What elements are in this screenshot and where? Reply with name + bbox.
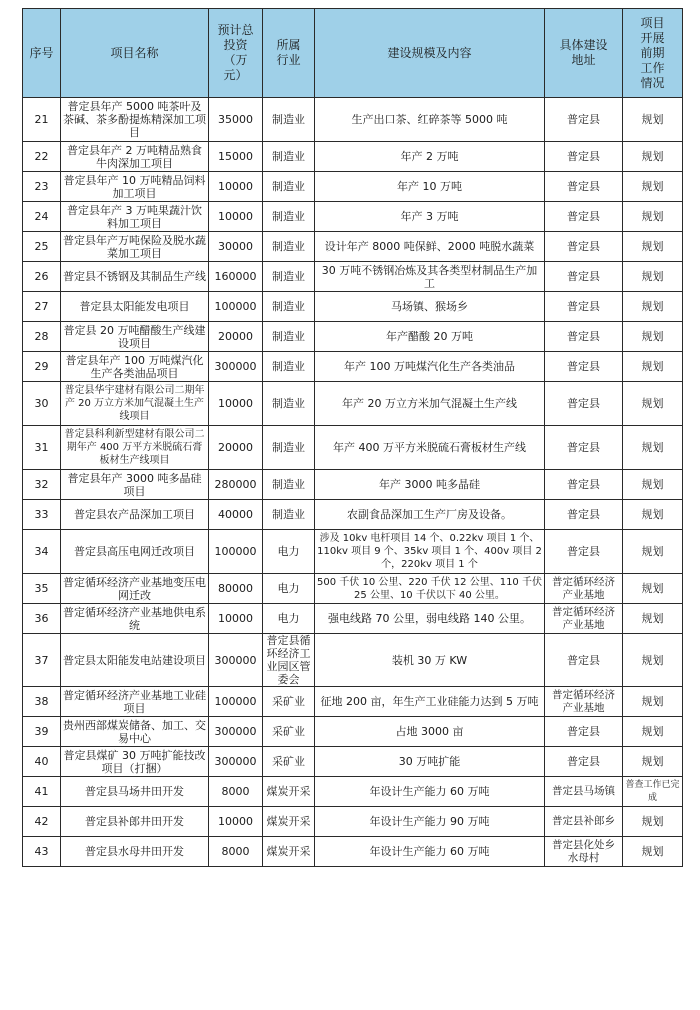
cell-no: 29 [23, 352, 61, 382]
cell-status: 普查工作已完成 [623, 777, 683, 807]
header-industry: 所属行业 [263, 9, 315, 98]
cell-project-name: 普定县农产品深加工项目 [61, 500, 209, 530]
cell-scale: 500 千伏 10 公里、220 千伏 12 公里、110 千伏 25 公里、10 千伏以下 40 公里。 [315, 574, 545, 604]
cell-address: 普定县 [545, 470, 623, 500]
cell-no: 24 [23, 202, 61, 232]
table-row [23, 98, 683, 142]
cell-project-name: 贵州西部煤炭储备、加工、交易中心 [61, 717, 209, 747]
header-address: 具体建设地址 [545, 9, 623, 98]
table-row [23, 574, 683, 604]
table-row [23, 807, 683, 837]
table-row [23, 426, 683, 470]
cell-address: 普定县 [545, 747, 623, 777]
cell-scale: 年产 3 万吨 [315, 202, 545, 232]
cell-industry: 煤炭开采 [263, 807, 315, 837]
header-status: 项目开展前期工作情况 [623, 9, 683, 98]
cell-status: 规划 [623, 747, 683, 777]
cell-investment: 80000 [209, 574, 263, 604]
cell-scale: 年产 3000 吨多晶硅 [315, 470, 545, 500]
table-row [23, 717, 683, 747]
header-no: 序号 [23, 9, 61, 98]
cell-scale: 30 万吨不锈钢冶炼及其各类型材制品生产加工 [315, 262, 545, 292]
cell-industry: 制造业 [263, 202, 315, 232]
cell-industry: 制造业 [263, 382, 315, 426]
cell-investment: 100000 [209, 292, 263, 322]
cell-no: 31 [23, 426, 61, 470]
cell-address: 普定县 [545, 202, 623, 232]
cell-project-name: 普定县不锈钢及其制品生产线 [61, 262, 209, 292]
cell-status: 规划 [623, 500, 683, 530]
cell-status: 规划 [623, 837, 683, 867]
table-row [23, 352, 683, 382]
table-row [23, 382, 683, 426]
cell-scale: 占地 3000 亩 [315, 717, 545, 747]
cell-investment: 35000 [209, 98, 263, 142]
table-row [23, 172, 683, 202]
cell-no: 32 [23, 470, 61, 500]
cell-status: 规划 [623, 202, 683, 232]
cell-project-name: 普定县水母井田开发 [61, 837, 209, 867]
cell-project-name: 普定县年产 10 万吨精品饲料加工项目 [61, 172, 209, 202]
cell-investment: 15000 [209, 142, 263, 172]
cell-no: 39 [23, 717, 61, 747]
cell-status: 规划 [623, 292, 683, 322]
cell-project-name: 普定县年产 2 万吨精品熟食牛肉深加工项目 [61, 142, 209, 172]
cell-scale: 年产 2 万吨 [315, 142, 545, 172]
cell-address: 普定县 [545, 382, 623, 426]
cell-scale: 马场镇、猴场乡 [315, 292, 545, 322]
cell-status: 规划 [623, 574, 683, 604]
cell-address: 普定县 [545, 634, 623, 687]
cell-industry: 电力 [263, 574, 315, 604]
header-scale: 建设规模及内容 [315, 9, 545, 98]
cell-status: 规划 [623, 807, 683, 837]
cell-address: 普定县 [545, 232, 623, 262]
cell-status: 规划 [623, 634, 683, 687]
cell-no: 40 [23, 747, 61, 777]
cell-scale: 年产 400 万平方米脱硫石膏板材生产线 [315, 426, 545, 470]
cell-status: 规划 [623, 98, 683, 142]
cell-scale: 涉及 10kv 电杆项目 14 个、0.22kv 项目 1 个、110kv 项目 9 个、35kv 项目 1 个、400v 项目 2 个，220kv 项目 1 个 [315, 530, 545, 574]
table-row [23, 747, 683, 777]
cell-investment: 20000 [209, 426, 263, 470]
cell-no: 37 [23, 634, 61, 687]
cell-industry: 采矿业 [263, 747, 315, 777]
cell-industry: 电力 [263, 530, 315, 574]
cell-address: 普定县 [545, 322, 623, 352]
cell-industry: 制造业 [263, 500, 315, 530]
cell-industry: 煤炭开采 [263, 777, 315, 807]
cell-scale: 生产出口茶、红碎茶等 5000 吨 [315, 98, 545, 142]
cell-investment: 300000 [209, 717, 263, 747]
cell-investment: 100000 [209, 530, 263, 574]
cell-investment: 300000 [209, 747, 263, 777]
cell-investment: 10000 [209, 382, 263, 426]
table-row [23, 232, 683, 262]
cell-project-name: 普定县煤矿 30 万吨扩能技改项目（打捆） [61, 747, 209, 777]
cell-investment: 300000 [209, 352, 263, 382]
cell-scale: 装机 30 万 KW [315, 634, 545, 687]
cell-no: 41 [23, 777, 61, 807]
cell-status: 规划 [623, 604, 683, 634]
cell-status: 规划 [623, 717, 683, 747]
cell-investment: 40000 [209, 500, 263, 530]
cell-no: 26 [23, 262, 61, 292]
cell-project-name: 普定县华宇建材有限公司二期年产 20 万立方米加气混凝土生产线项目 [61, 382, 209, 426]
cell-industry: 制造业 [263, 232, 315, 262]
cell-project-name: 普定县年产 100 万吨煤汽化生产各类油品项目 [61, 352, 209, 382]
cell-project-name: 普定县年产万吨保险及脱水蔬菜加工项目 [61, 232, 209, 262]
cell-investment: 280000 [209, 470, 263, 500]
cell-project-name: 普定循环经济产业基地变压电网迁改 [61, 574, 209, 604]
cell-investment: 100000 [209, 687, 263, 717]
cell-scale: 设计年产 8000 吨保鲜、2000 吨脱水蔬菜 [315, 232, 545, 262]
cell-scale: 强电线路 70 公里，弱电线路 140 公里。 [315, 604, 545, 634]
table-row [23, 202, 683, 232]
cell-no: 38 [23, 687, 61, 717]
cell-scale: 年产 10 万吨 [315, 172, 545, 202]
cell-no: 33 [23, 500, 61, 530]
cell-address: 普定县 [545, 530, 623, 574]
cell-status: 规划 [623, 470, 683, 500]
cell-investment: 160000 [209, 262, 263, 292]
cell-address: 普定县 [545, 500, 623, 530]
cell-industry: 电力 [263, 604, 315, 634]
cell-project-name: 普定县马场井田开发 [61, 777, 209, 807]
cell-no: 21 [23, 98, 61, 142]
cell-scale: 年产 100 万吨煤汽化生产各类油品 [315, 352, 545, 382]
cell-investment: 300000 [209, 634, 263, 687]
cell-project-name: 普定县太阳能发电站建设项目 [61, 634, 209, 687]
cell-status: 规划 [623, 352, 683, 382]
header-investment: 预计总投资（万元） [209, 9, 263, 98]
cell-status: 规划 [623, 172, 683, 202]
cell-no: 27 [23, 292, 61, 322]
cell-no: 35 [23, 574, 61, 604]
table-row [23, 777, 683, 807]
table-row [23, 142, 683, 172]
cell-project-name: 普定县科利新型建材有限公司二期年产 400 万平方米脱硫石膏板材生产线项目 [61, 426, 209, 470]
cell-project-name: 普定县 20 万吨醋酸生产线建设项目 [61, 322, 209, 352]
cell-industry: 制造业 [263, 322, 315, 352]
cell-no: 25 [23, 232, 61, 262]
table-row [23, 604, 683, 634]
cell-industry: 采矿业 [263, 687, 315, 717]
cell-project-name: 普定县太阳能发电项目 [61, 292, 209, 322]
cell-status: 规划 [623, 426, 683, 470]
cell-no: 30 [23, 382, 61, 426]
cell-address: 普定县 [545, 426, 623, 470]
cell-scale: 年设计生产能力 60 万吨 [315, 777, 545, 807]
cell-project-name: 普定县年产 5000 吨茶叶及茶碱、茶多酚提炼精深加工项目 [61, 98, 209, 142]
cell-scale: 农副食品深加工生产厂房及设备。 [315, 500, 545, 530]
table-header-row [23, 9, 683, 98]
cell-address: 普定县 [545, 98, 623, 142]
table-row [23, 322, 683, 352]
cell-no: 42 [23, 807, 61, 837]
cell-status: 规划 [623, 142, 683, 172]
cell-industry: 制造业 [263, 172, 315, 202]
cell-investment: 10000 [209, 172, 263, 202]
cell-scale: 年设计生产能力 60 万吨 [315, 837, 545, 867]
cell-project-name: 普定县高压电网迁改项目 [61, 530, 209, 574]
cell-no: 28 [23, 322, 61, 352]
cell-scale: 30 万吨扩能 [315, 747, 545, 777]
cell-industry: 制造业 [263, 470, 315, 500]
cell-industry: 采矿业 [263, 717, 315, 747]
table-row [23, 292, 683, 322]
cell-industry: 制造业 [263, 262, 315, 292]
cell-status: 规划 [623, 322, 683, 352]
table-row [23, 470, 683, 500]
cell-scale: 年设计生产能力 90 万吨 [315, 807, 545, 837]
cell-investment: 10000 [209, 202, 263, 232]
cell-status: 规划 [623, 382, 683, 426]
cell-project-name: 普定县补郎井田开发 [61, 807, 209, 837]
table-row [23, 634, 683, 687]
cell-investment: 10000 [209, 604, 263, 634]
cell-industry: 煤炭开采 [263, 837, 315, 867]
cell-status: 规划 [623, 687, 683, 717]
table-row [23, 262, 683, 292]
cell-address: 普定县 [545, 292, 623, 322]
cell-address: 普定县 [545, 352, 623, 382]
cell-address: 普定县补郎乡 [545, 807, 623, 837]
cell-investment: 8000 [209, 837, 263, 867]
cell-project-name: 普定循环经济产业基地工业硅项目 [61, 687, 209, 717]
cell-investment: 30000 [209, 232, 263, 262]
cell-project-name: 普定县年产 3000 吨多晶硅项目 [61, 470, 209, 500]
header-name: 项目名称 [61, 9, 209, 98]
cell-status: 规划 [623, 262, 683, 292]
cell-status: 规划 [623, 530, 683, 574]
cell-no: 43 [23, 837, 61, 867]
cell-address: 普定县马场镇 [545, 777, 623, 807]
cell-address: 普定循环经济产业基地 [545, 687, 623, 717]
cell-project-name: 普定循环经济产业基地供电系统 [61, 604, 209, 634]
cell-address: 普定县化处乡水母村 [545, 837, 623, 867]
cell-industry: 制造业 [263, 352, 315, 382]
cell-scale: 征地 200 亩，年生产工业硅能力达到 5 万吨 [315, 687, 545, 717]
cell-scale: 年产醋酸 20 万吨 [315, 322, 545, 352]
cell-address: 普定县 [545, 262, 623, 292]
cell-industry: 制造业 [263, 426, 315, 470]
cell-industry: 制造业 [263, 292, 315, 322]
cell-industry: 制造业 [263, 98, 315, 142]
cell-scale: 年产 20 万立方米加气混凝土生产线 [315, 382, 545, 426]
cell-address: 普定循环经济产业基地 [545, 604, 623, 634]
cell-no: 36 [23, 604, 61, 634]
table-row [23, 500, 683, 530]
cell-status: 规划 [623, 232, 683, 262]
cell-no: 23 [23, 172, 61, 202]
cell-address: 普定县 [545, 142, 623, 172]
table-row [23, 687, 683, 717]
cell-project-name: 普定县年产 3 万吨果蔬汁饮料加工项目 [61, 202, 209, 232]
table-row [23, 837, 683, 867]
cell-industry: 普定县循环经济工业园区管委会 [263, 634, 315, 687]
project-table [22, 8, 683, 867]
cell-investment: 20000 [209, 322, 263, 352]
cell-address: 普定县 [545, 172, 623, 202]
cell-address: 普定循环经济产业基地 [545, 574, 623, 604]
cell-address: 普定县 [545, 717, 623, 747]
cell-industry: 制造业 [263, 142, 315, 172]
cell-no: 34 [23, 530, 61, 574]
cell-no: 22 [23, 142, 61, 172]
table-row [23, 530, 683, 574]
cell-investment: 8000 [209, 777, 263, 807]
cell-investment: 10000 [209, 807, 263, 837]
